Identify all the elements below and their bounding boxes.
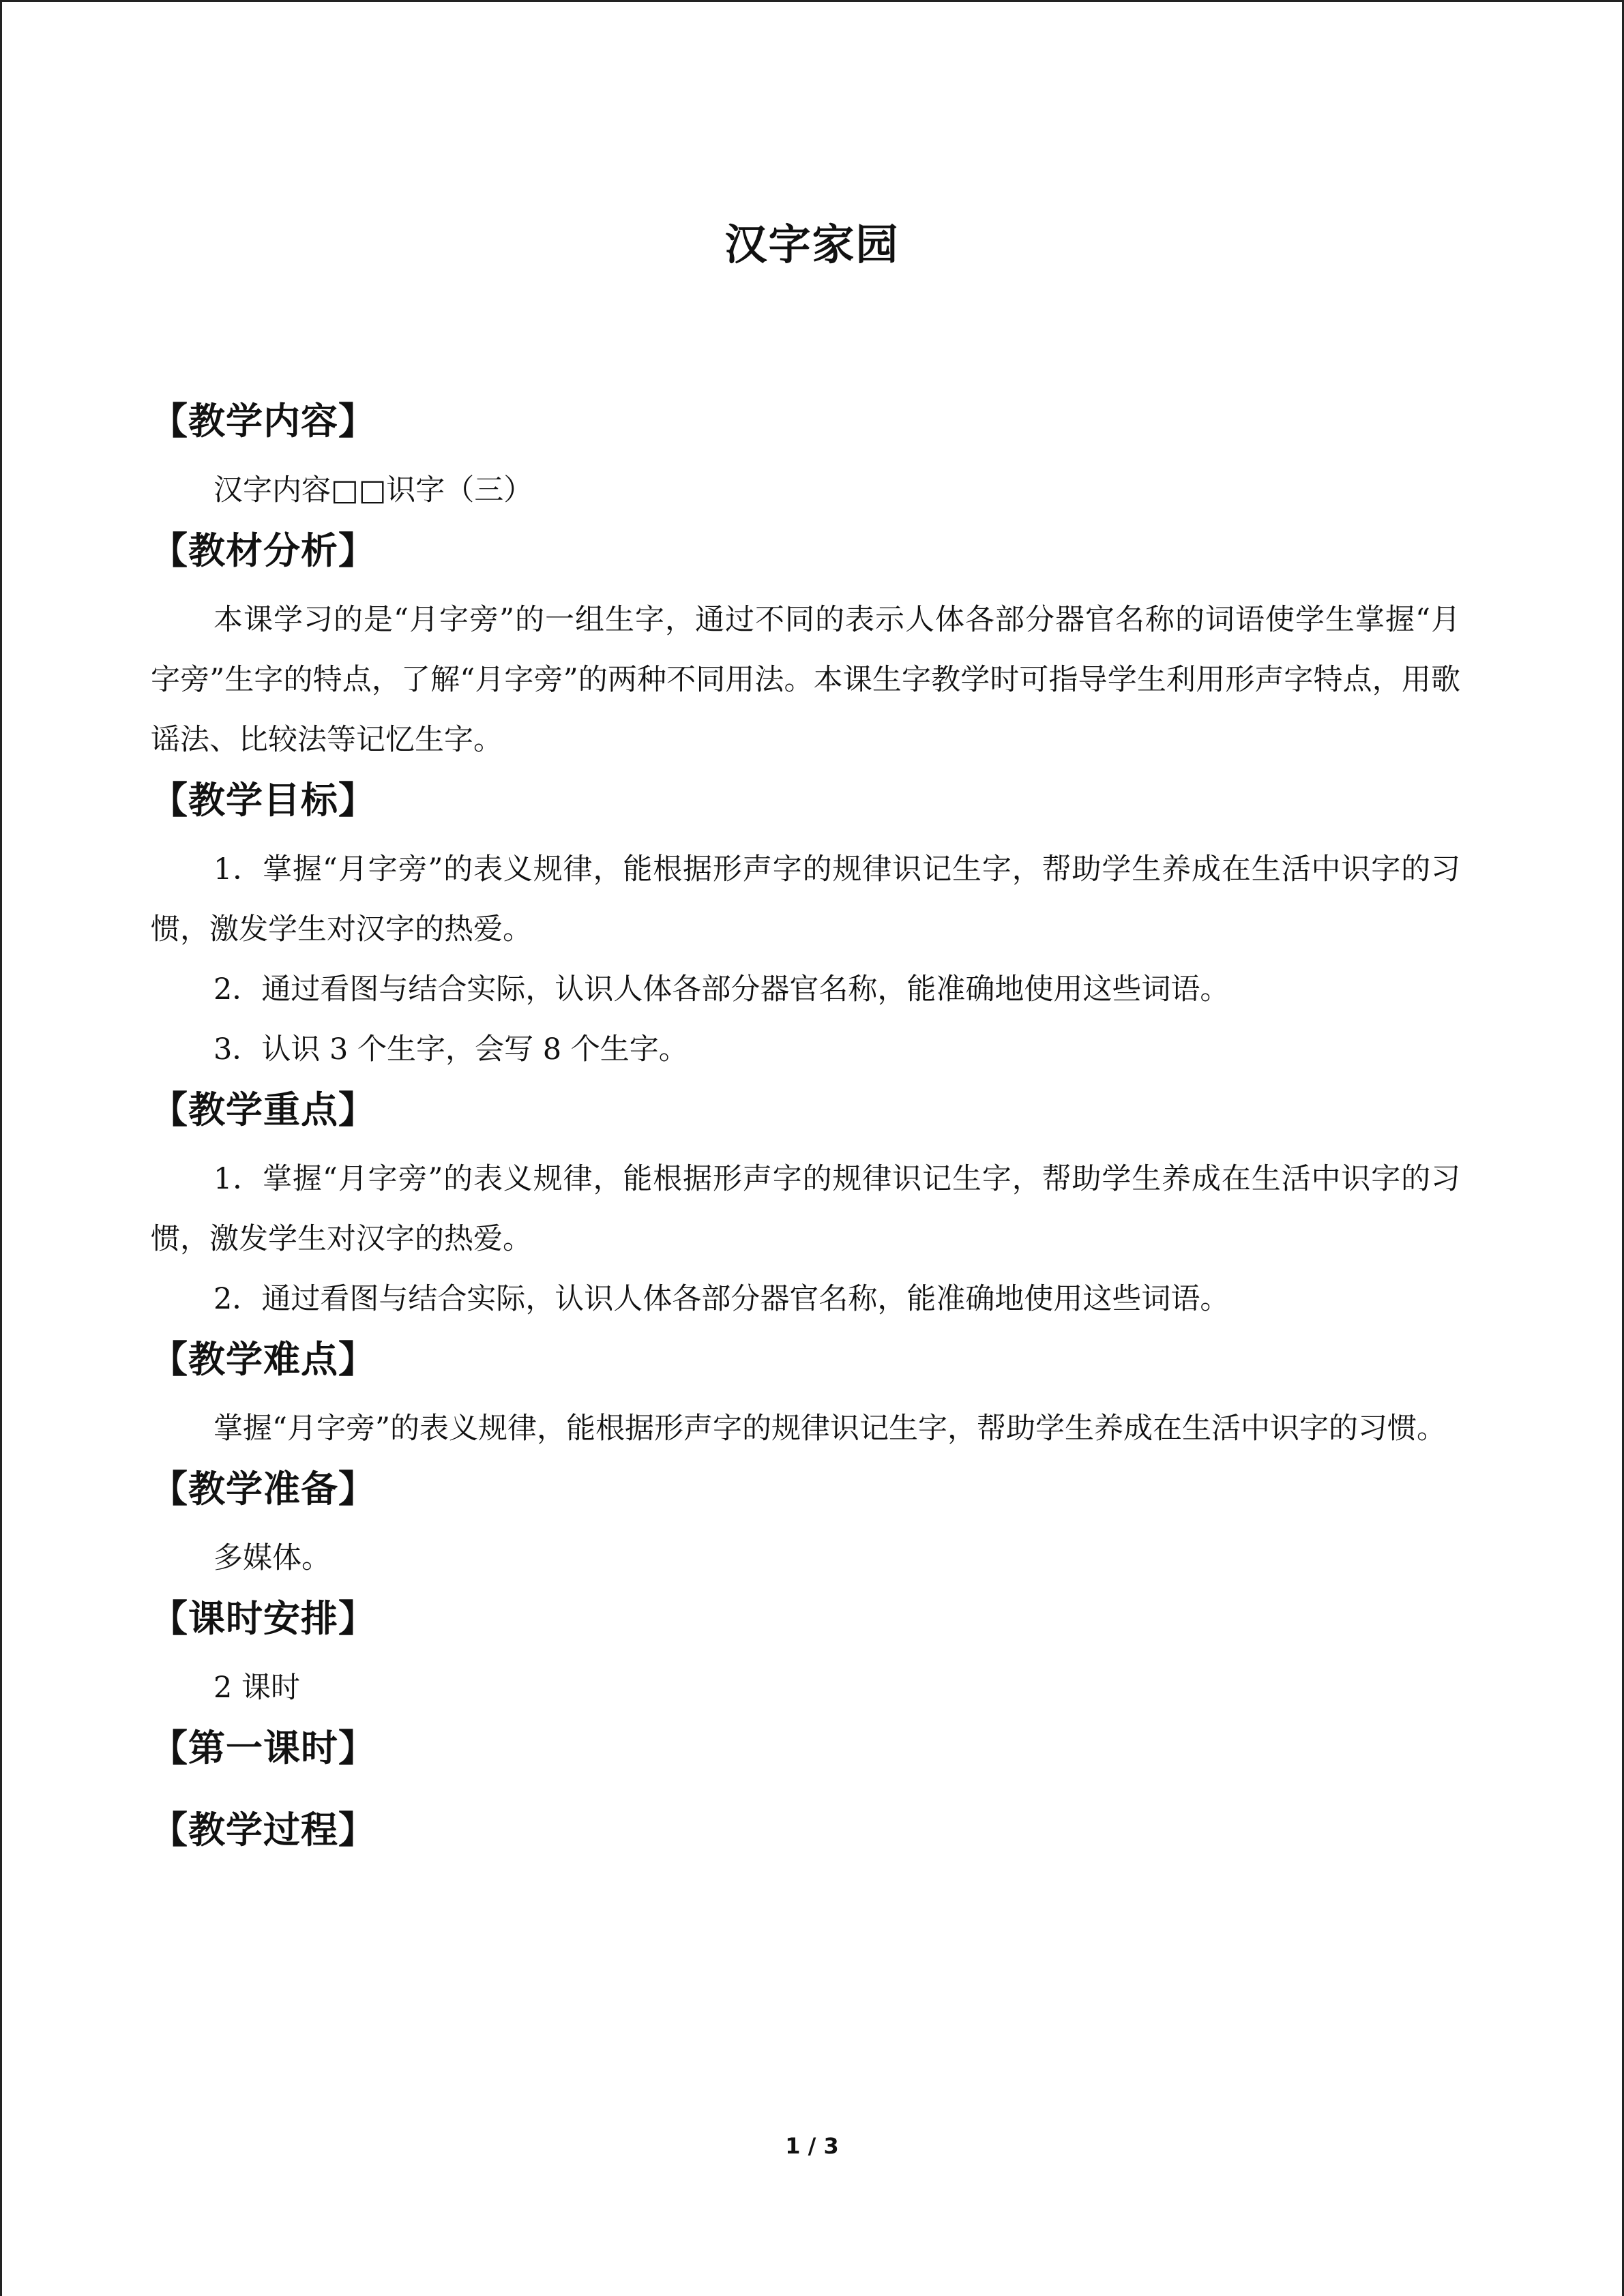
section-heading-teaching-content: 【教学内容】 xyxy=(151,400,376,443)
paragraph: 1．掌握“月字旁”的表义规律，能根据形声字的规律识记生字，帮助学生养成在生活中识字的习惯，激发学生对汉字的热爱。 xyxy=(151,852,1460,946)
paragraph: 多媒体。 xyxy=(213,1541,331,1575)
section-heading-key-points: 【教学重点】 xyxy=(151,1088,376,1131)
paragraph: 2．通过看图与结合实际，认识人体各部分器官名称，能准确地使用这些词语。 xyxy=(213,1282,1230,1316)
paragraph: 1．掌握“月字旁”的表义规律，能根据形声字的规律识记生字，帮助学生养成在生活中识字的习惯，激发学生对汉字的热爱。 xyxy=(151,1162,1460,1256)
section-heading-first-lesson: 【第一课时】 xyxy=(151,1727,376,1770)
paragraph: 汉字内容□□识字（三） xyxy=(213,473,533,507)
section-heading-teaching-goals: 【教学目标】 xyxy=(151,779,376,822)
section-heading-difficulties: 【教学难点】 xyxy=(151,1338,376,1381)
section-heading-material-analysis: 【教材分析】 xyxy=(151,529,376,572)
paragraph: 掌握“月字旁”的表义规律，能根据形声字的规律识记生字，帮助学生养成在生活中识字的习惯。 xyxy=(213,1412,1446,1446)
section-heading-preparation: 【教学准备】 xyxy=(151,1467,376,1510)
page-indicator: 1 / 3 xyxy=(785,2133,839,2159)
paragraph: 3．认识 3 个生字，会写 8 个生字。 xyxy=(213,1032,688,1067)
paragraph: 2 课时 xyxy=(213,1671,301,1705)
paragraph: 本课学习的是“月字旁”的一组生字，通过不同的表示人体各部分器官名称的词语使学生掌握“月字旁”生字的特点，了解“月字旁”的两种不同用法。本课生字教学时可指导学生利用形声字特点，用歌谣法、比较法等记忆生字。 xyxy=(151,603,1460,757)
paragraph: 2．通过看图与结合实际，认识人体各部分器官名称，能准确地使用这些词语。 xyxy=(213,972,1230,1007)
document-body xyxy=(151,391,1460,1861)
section-heading-teaching-process: 【教学过程】 xyxy=(151,1808,376,1851)
section-heading-schedule: 【课时安排】 xyxy=(151,1597,376,1640)
document-title: 汉字家园 xyxy=(724,220,900,269)
